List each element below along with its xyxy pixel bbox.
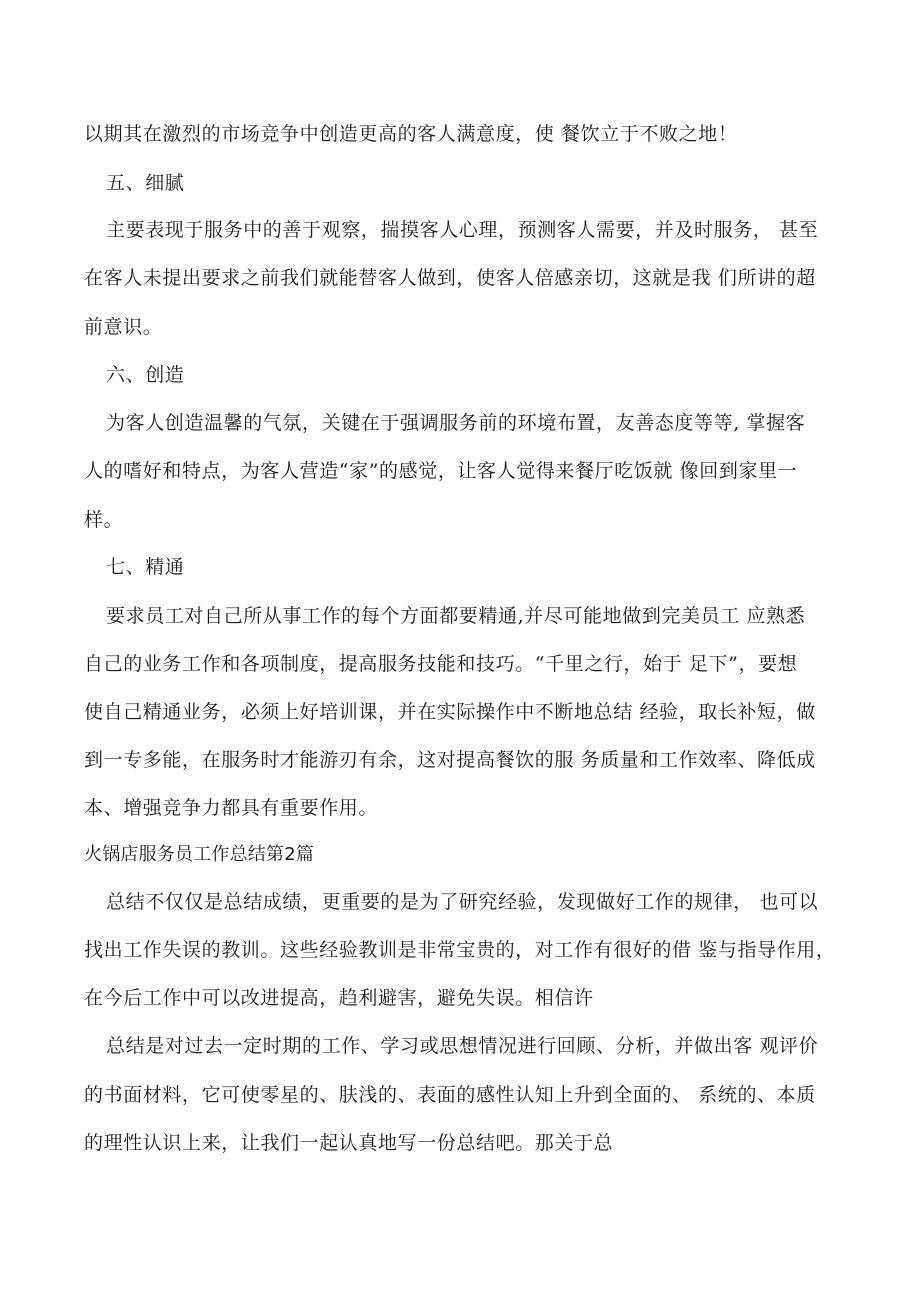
- article-title: 火锅店服务员工作总结第2篇: [84, 844, 315, 865]
- paragraph-line: 样。: [84, 509, 124, 531]
- paragraph-line: 人的嗜好和特点，为客人营造“家”的感觉，让客人觉得来餐厅吃饭就 像回到家里一: [84, 460, 798, 482]
- paragraph-line: 前意识。: [84, 316, 163, 338]
- paragraph-line: 在今后工作中可以改进提高，趋利避害，避免失误。相信许: [84, 987, 594, 1009]
- paragraph-line: 使自己精通业务，必须上好培训课，并在实际操作中不断地总结 经验，取长补短，做: [84, 701, 816, 723]
- paragraph-line: 总结不仅仅是总结成绩，更重要的是为了研究经验，发现做好工作的规律， 也可以: [106, 891, 819, 913]
- paragraph-line: 的书面材料，它可使零星的、肤浅的、表面的感性认知上升到全面的、 系统的、本质: [84, 1084, 816, 1106]
- paragraph-line: 自己的业务工作和各项制度，提高服务技能和技巧。“千里之行，始于 足下”，要想: [84, 653, 798, 675]
- paragraph-line: 主要表现于服务中的善于观察，揣摸客人心理，预测客人需要，并及时服务， 甚至: [106, 219, 819, 241]
- paragraph-line: 本、增强竞争力都具有重要作用。: [84, 797, 379, 819]
- paragraph-line: 总结是对过去一定时期的工作、学习或思想情况进行回顾、分析，并做出客 观评价: [106, 1035, 819, 1057]
- paragraph-line: 在客人未提出要求之前我们就能替客人做到，使客人倍感亲切，这就是我 们所讲的超: [84, 267, 816, 289]
- section-heading-seven: 七、精通: [106, 556, 185, 578]
- paragraph-line: 找出工作失误的教训。这些经验教训是非常宝贵的，对工作有很好的借 鉴与指导作用，: [84, 939, 836, 961]
- paragraph-line: 为客人创造温馨的气氛，关键在于强调服务前的环境布置，友善态度等等, 掌握客: [106, 412, 806, 434]
- paragraph-line: 要求员工对自己所从事工作的每个方面都要精通,并尽可能地做到完美员工 应熟悉: [106, 605, 806, 627]
- section-heading-five: 五、细腻: [106, 172, 185, 194]
- paragraph-line: 以期其在激烈的市场竞争中创造更高的客人满意度，使 餐饮立于不败之地！: [84, 123, 738, 145]
- section-heading-six: 六、创造: [106, 364, 185, 386]
- paragraph-line: 的理性认识上来，让我们一起认真地写一份总结吧。那关于总: [84, 1132, 614, 1154]
- paragraph-line: 到一专多能，在服务时才能游刃有余，这对提高餐饮的服 务质量和工作效率、降低成: [84, 749, 816, 771]
